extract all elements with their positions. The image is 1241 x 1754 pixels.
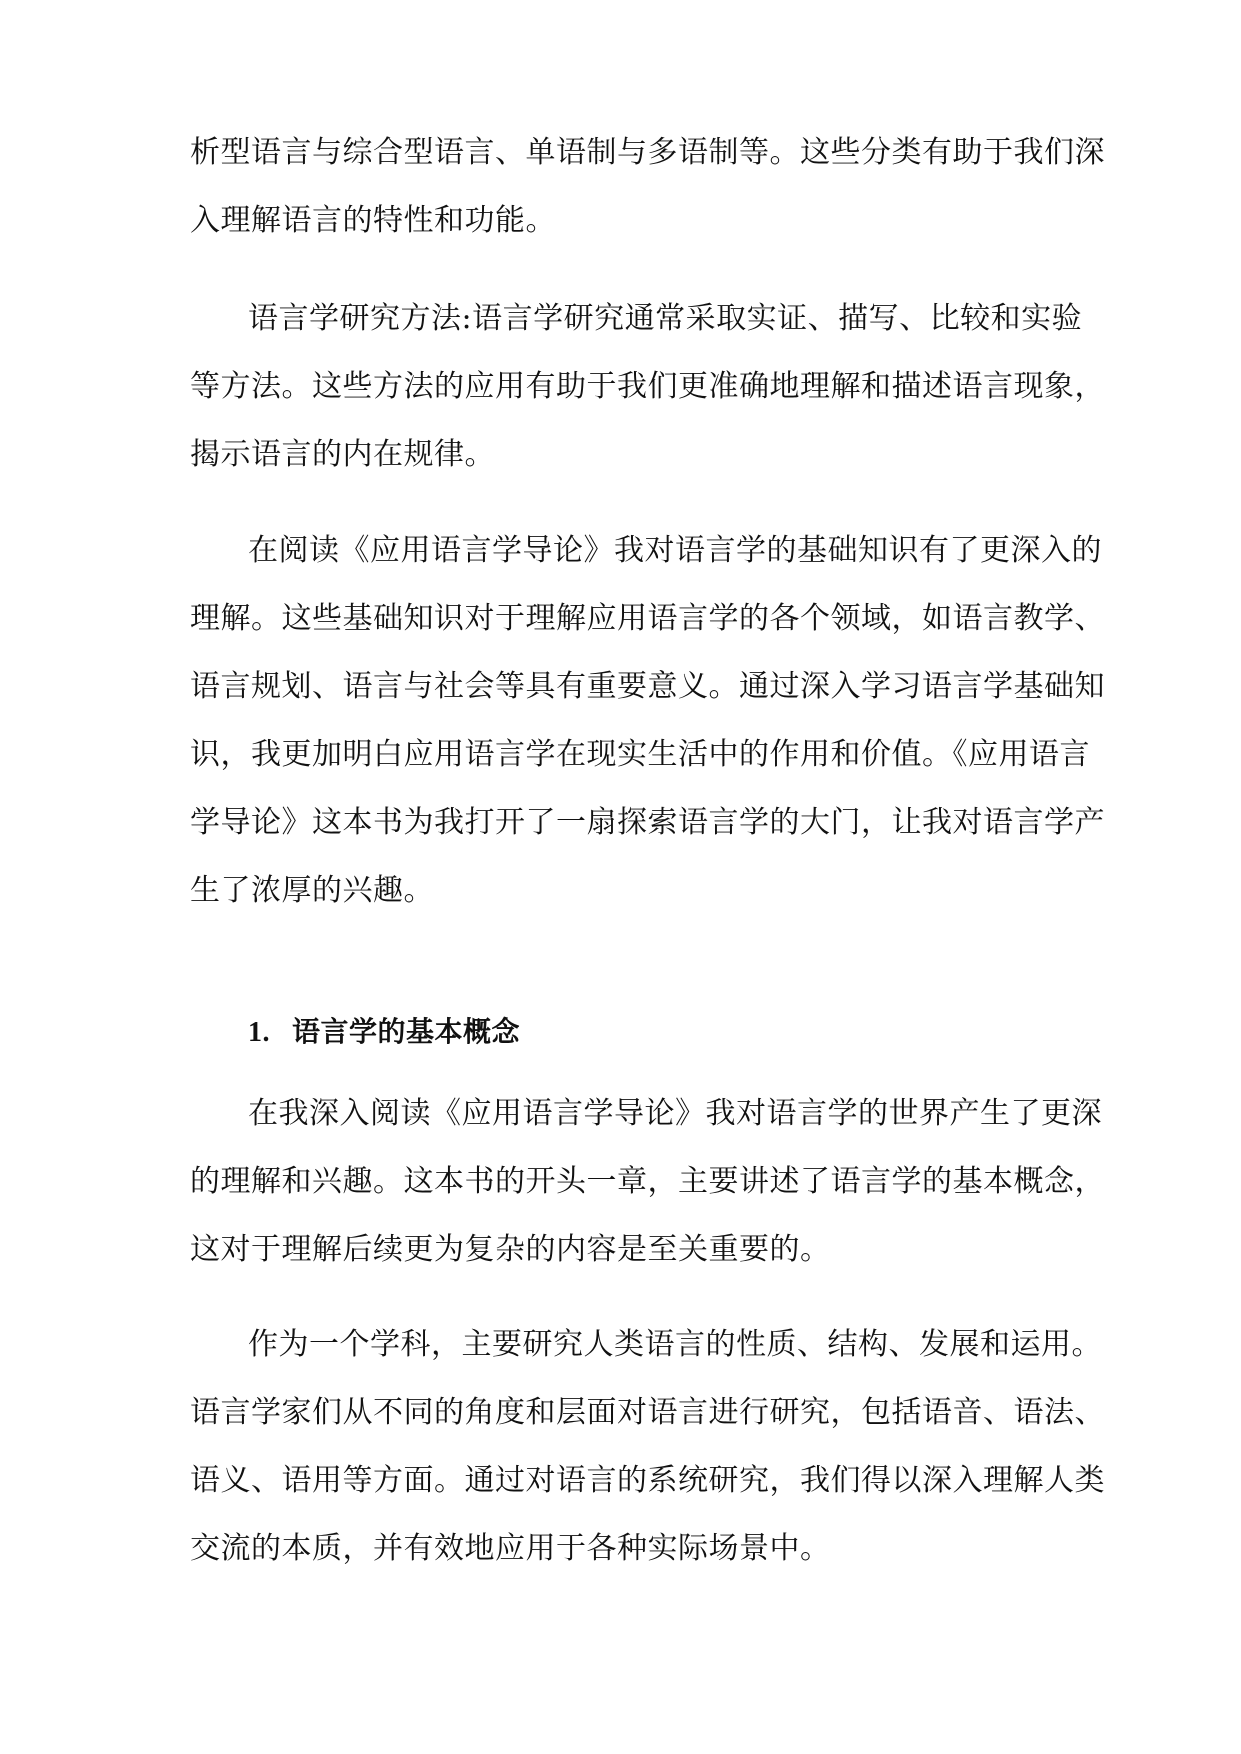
- text-line: 等方法。这些方法的应用有助于我们更准确地理解和描述语言现象，: [190, 369, 1105, 404]
- text-line: 这对于理解后续更为复杂的内容是至关重要的。: [190, 1232, 831, 1267]
- text-line: 析型语言与综合型语言、单语制与多语制等。这些分类有助于我们深: [190, 135, 1105, 170]
- text-line: 的理解和兴趣。这本书的开头一章，主要讲述了语言学的基本概念，: [190, 1164, 1105, 1199]
- text-line: 语义、语用等方面。通过对语言的系统研究，我们得以深入理解人类: [190, 1463, 1105, 1498]
- text-line: 在阅读《应用语言学导论》我对语言学的基础知识有了更深入的: [248, 533, 1102, 568]
- text-line: 语言学家们从不同的角度和层面对语言进行研究，包括语音、语法、: [190, 1395, 1105, 1430]
- text-line: 生了浓厚的兴趣。: [190, 873, 434, 908]
- text-line: 作为一个学科，主要研究人类语言的性质、结构、发展和运用。: [248, 1327, 1102, 1362]
- text-line: 语言学研究方法:语言学研究通常采取实证、描写、比较和实验: [248, 301, 1083, 336]
- text-line: 理解。这些基础知识对于理解应用语言学的各个领域，如语言教学、: [190, 601, 1105, 636]
- text-line: 语言规划、语言与社会等具有重要意义。通过深入学习语言学基础知: [190, 669, 1105, 704]
- section-number: 1.: [248, 1017, 270, 1048]
- text-line: 学导论》这本书为我打开了一扇探索语言学的大门，让我对语言学产: [190, 805, 1105, 840]
- text-line: 入理解语言的特性和功能。: [190, 203, 556, 238]
- text-line: 识，我更加明白应用语言学在现实生活中的作用和价值。《应用语言: [190, 737, 1090, 772]
- text-line: 交流的本质，并有效地应用于各种实际场景中。: [190, 1531, 831, 1566]
- section-title: 语言学的基本概念: [292, 1015, 521, 1048]
- text-line: 在我深入阅读《应用语言学导论》我对语言学的世界产生了更深: [248, 1096, 1102, 1131]
- text-line: 揭示语言的内在规律。: [190, 437, 495, 472]
- section-heading: [248, 1012, 520, 1053]
